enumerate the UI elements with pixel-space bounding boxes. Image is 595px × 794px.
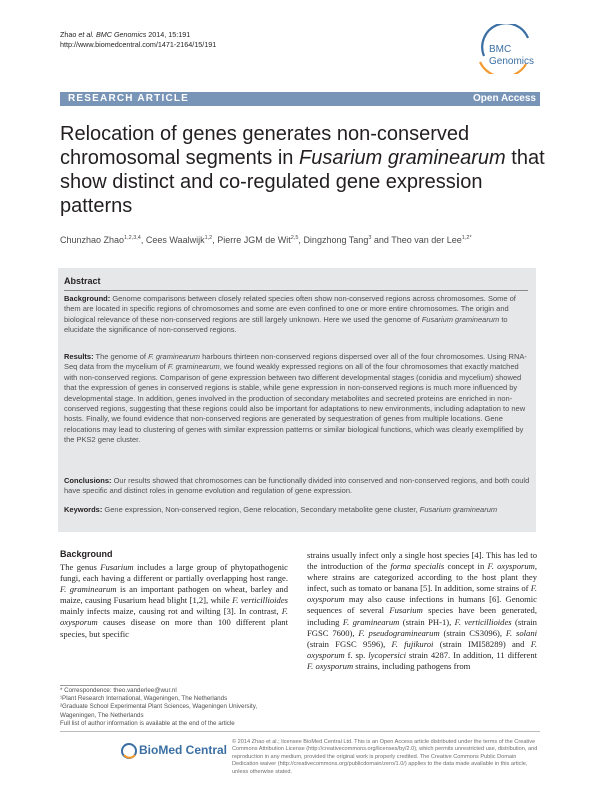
footer-divider bbox=[60, 731, 540, 732]
journal-logo-text: BMC Genomics bbox=[489, 44, 535, 67]
author-name[interactable]: Theo van der Lee bbox=[391, 235, 462, 245]
affiliation-note: ²Graduate School Experimental Plant Sciences, Wageningen University, Wageningen, The Netherlands bbox=[60, 703, 258, 719]
author-name[interactable]: Cees Waalwijk bbox=[145, 235, 205, 245]
correspondence-note[interactable]: * Correspondence: theo.vanderlee@wur.nl bbox=[60, 687, 177, 694]
body-text-left-column: The genus Fusarium includes a large group of phytopathogenic fungi, each having a different or partially overlapping host range. F. graminearum is an important pathogen on wheat, barley and maize, causing Fusarium head blight [1,2], while F. verticillioides mainly infects maize, causing rot and wilting [3]. In contrast, F. oxysporum causes disease on more than 100 different plant species, but specific bbox=[60, 562, 288, 639]
abstract-divider bbox=[64, 290, 528, 291]
author-list: Chunzhao Zhao$^{1,2,3,4}$, Cees Waalwijk$^{1,2}$, Pierre JGM de Wit$^{2,5}$, Dingzhong Tang$^3$ and Theo van der Lee$^{1,2*}$ bbox=[60, 235, 472, 245]
body-text-right-column: strains usually infect only a single host species [4]. This has led to the introduction of the forma specialis concept in F. oxysporum, where strains are categorized according to the host plant they infect, such as tomato or banana [5]. In addition, some strains of F. oxysporum may also cause infections in humans [6]. Genomic sequences of several Fusarium species have been generated, including F. graminearum (strain PH-1), F. verticillioides (strain FGSC 7600), F. pseudograminearum (strain CS3096), F. solani (strain FGSC 9596), F. fujikuroi (strain IMI58289) and F. oxysporum f. sp. lycopersici strain 4287. In addition, 11 different F. oxysporum strains, including pathogens from bbox=[307, 550, 538, 671]
article-type-label: RESEARCH ARTICLE bbox=[68, 93, 190, 104]
abstract-conclusions: Conclusions: Our results showed that chromosomes can be functionally divided into conserved and non-conserved regions, and both could have specific and distinct roles in genome evolution and regulation of gene expression. bbox=[64, 476, 530, 496]
open-access-label: Open Access bbox=[473, 93, 536, 104]
abstract-heading: Abstract bbox=[64, 276, 101, 286]
citation-line-1: Zhao et al. BMC Genomics 2014, 15:191 bbox=[60, 30, 191, 39]
article-type-bar bbox=[60, 92, 540, 106]
footnotes bbox=[60, 687, 288, 728]
author-name[interactable]: Pierre JGM de Wit bbox=[217, 235, 291, 245]
license-text: © 2014 Zhao et al.; licensee BioMed Central Ltd. This is an Open Access article distributed under the terms of the Creative Commons Attribution License (http://creativecommons.org/licenses/by/2.0), which permits unrestricted use, distribution, and reproduction in any medium, provided the original work is properly credited. The Creative Commons Public Domain Dedication waiver (http://creativecommons.org/publicdomain/zero/1.0/) applies to the data made available in this article, unless otherwise stated. bbox=[232, 739, 538, 775]
citation-url[interactable]: http://www.biomedcentral.com/1471-2164/15/191 bbox=[60, 40, 217, 49]
publisher-name: BioMed Central bbox=[139, 743, 228, 757]
abstract-keywords: Keywords: Gene expression, Non-conserved region, Gene relocation, Secondary metabolite gene cluster, Fusarium graminearum bbox=[64, 505, 498, 514]
affiliation-note: ¹Plant Research International, Wageningen, The Netherlands bbox=[60, 695, 228, 703]
full-list-note: Full list of author information is available at the end of the article bbox=[60, 719, 235, 727]
author-name[interactable]: Chunzhao Zhao bbox=[60, 235, 125, 245]
abstract-background: Background: Genome comparisons between closely related species often show non-conserved regions across chromosomes. Some of them are located in specific regions of chromosomes and some are even confined to one or more entire chromosomes. The origin and biological relevance of these non-conserved regions are still largely unknown. Here we used the genome of Fusarium graminearum to elucidate the significance of non-conserved regions. bbox=[64, 294, 516, 335]
article-title: Relocation of genes generates non-conserved chromosomal segments in Fusarium graminearum that show distinct and co-regulated gene expression patterns bbox=[60, 123, 545, 217]
footnote-divider bbox=[60, 685, 140, 686]
author-name[interactable]: Dingzhong Tang bbox=[303, 235, 369, 245]
section-heading-background: Background bbox=[60, 549, 113, 559]
citation bbox=[60, 30, 216, 50]
abstract-results: Results: The genome of F. graminearum harbours thirteen non-conserved regions dispersed over all of the four chromosomes. Using RNA-Seq data from the mycelium of F. graminearum, we found weakly expressed regions on all of the four chromosomes that exactly matched with non-conserved regions. Comparison of gene expression between two different developmental stages (conidia and mycelium) showed that the expression of genes in conserved regions is stable, while gene expression in non-conserved regions is much more influenced by developmental stage. In addition, genes involved in the production of secondary metabolites and secreted proteins are enriched in non-conserved regions, suggesting that these regions could also be important for adaptations to new environments, including adaptation to new hosts. Finally, we found evidence that non-conserved regions are generated by sequestration of genes from multiple locations. Gene relocations may lead to clustering of genes with similar expression patterns or similar biological functions, which was clearly exemplified by the PKS2 gene cluster. bbox=[64, 352, 527, 445]
